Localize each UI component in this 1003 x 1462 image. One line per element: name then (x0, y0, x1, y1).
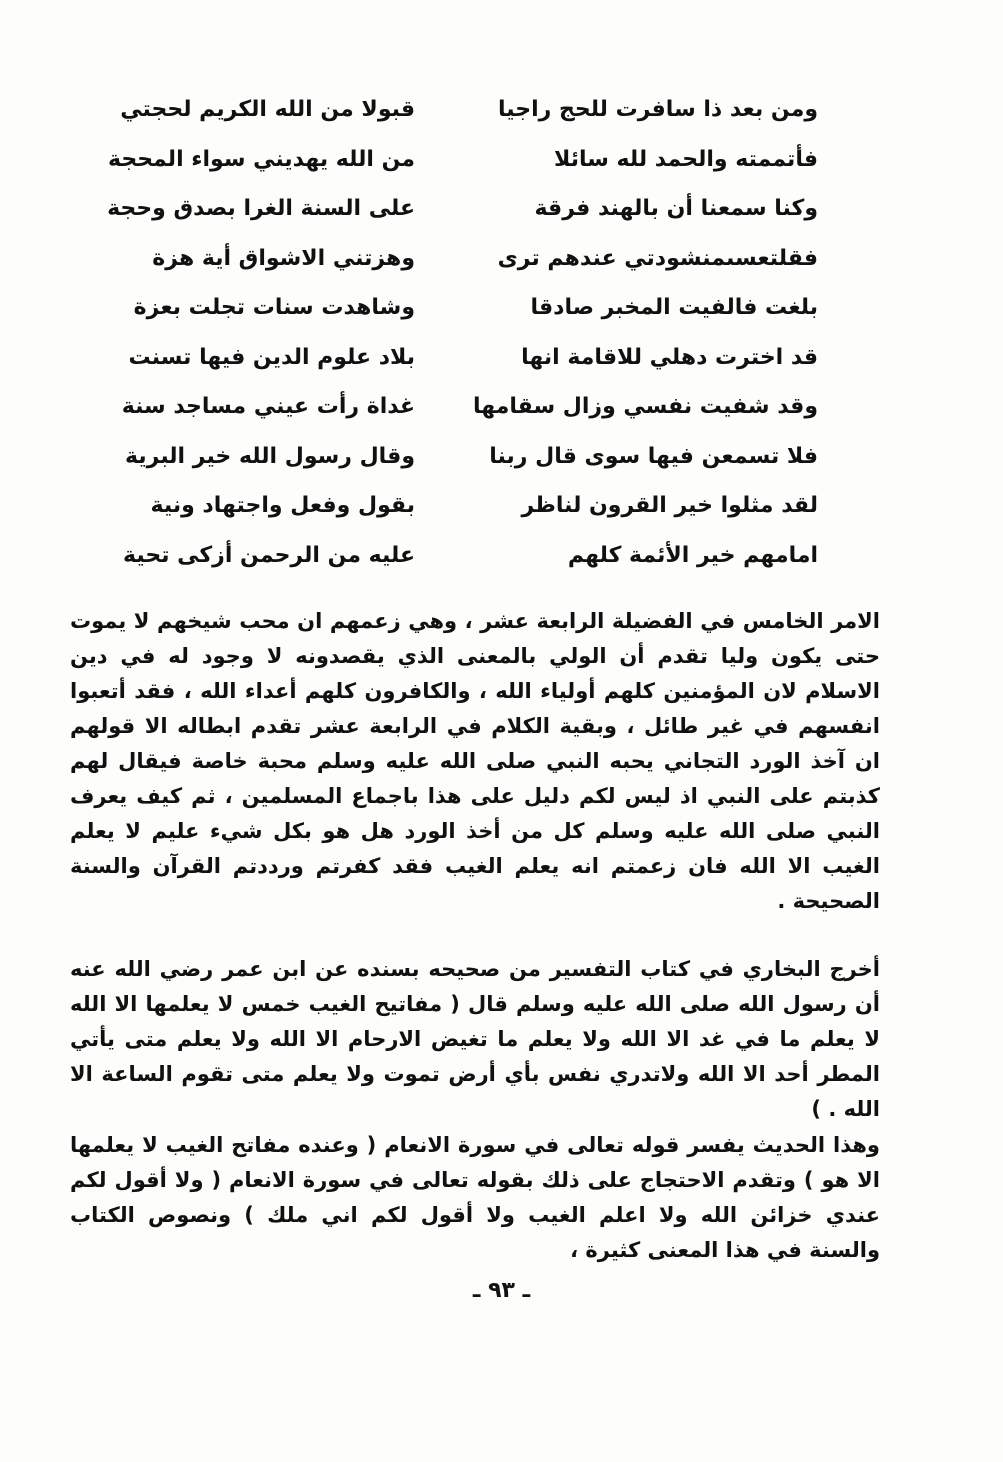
poem-verse (110, 336, 830, 380)
poem-verse (110, 435, 830, 479)
body-paragraph: أخرج البخاري في كتاب التفسير من صحيحه بسنده عن ابن عمر رضي الله عنه أن رسول الله صلى الله عليه وسلم قال ( مفاتيح الغيب خمس لا يعلمها الا الله لا يعلم ما في غد الا الله ولا يعلم ما تغيض الارحام الا الله ولا يعلم متى يأتي المطر أحد الا الله ولاتدري نفس بأي أرض تموت ولا يعلم متى تقوم الساعة الا الله . ) (70, 957, 880, 1121)
verse-first-hemistich: لقد مثلوا خير القرون لناظر (521, 493, 818, 518)
verse-second-hemistich: بقول وفعل واجتهاد ونية (150, 493, 415, 518)
body-paragraph: الامر الخامس في الفضيلة الرابعة عشر ، وهي زعمهم ان محب شيخهم لا يموت حتى يكون وليا تقدم أن الولي بالمعنى الذي يقصدونه لا وجود له في دين الاسلام لان المؤمنين كلهم أولياء الله ، والكافرون كلهم أعداء الله ، فقد أتعبوا انفسهم في غير طائل ، وبقية الكلام في الرابعة عشر تقدم ابطاله الا قولهم ان آخذ الورد التجاني يحبه النبي صلى الله عليه وسلم محبة خاصة فيقال لهم كذبتم على النبي اذ ليس لكم دليل على هذا باجماع المسلمين ، ثم كيف يعرف النبي صلى الله عليه وسلم كل من أخذ الورد هل هو بكل شيء عليم لا يعلم الغيب الا الله فان زعمتم انه يعلم الغيب فقد كفرتم ورددتم القرآن والسنة الصحيحة . (70, 609, 880, 913)
poem-verse (110, 484, 830, 528)
poem-verse (110, 237, 830, 281)
page-number: ـ ٩٣ ـ (472, 1278, 531, 1303)
verse-first-hemistich: فقلتعسىمنشودتي عندهم ترى (497, 246, 818, 271)
poem-verse (110, 385, 830, 429)
poem-verse (110, 88, 830, 132)
verse-first-hemistich: وقد شفيت نفسي وزال سقامها (472, 394, 818, 419)
verse-second-hemistich: غداة رأت عيني مساجد سنة (121, 394, 415, 419)
verse-first-hemistich: قد اخترت دهلي للاقامة انها (521, 345, 818, 370)
poem-verse (110, 534, 830, 578)
verse-first-hemistich: بلغت فالفيت المخبر صادقا (530, 295, 818, 320)
verse-second-hemistich: على السنة الغرا بصدق وحجة (107, 196, 415, 221)
verse-first-hemistich: وكنا سمعنا أن بالهند فرقة (534, 196, 818, 221)
body-paragraph: وهذا الحديث يفسر قوله تعالى في سورة الانعام ( وعنده مفاتح الغيب لا يعلمها الا هو ) وتقدم الاحتجاج على ذلك بقوله تعالى في سورة الانعام ( ولا أقول لكم عندي خزائن الله ولا اعلم الغيب ولا أقول لكم اني ملك ) ونصوص الكتاب والسنة في هذا المعنى كثيرة ، (70, 1133, 880, 1262)
verse-first-hemistich: فأتممته والحمد لله سائلا (554, 147, 818, 172)
verse-first-hemistich: امامهم خير الأئمة كلهم (567, 543, 818, 568)
poem-block (107, 88, 830, 588)
poem-verse (110, 286, 830, 330)
verse-second-hemistich: عليه من الرحمن أزكى تحية (123, 543, 415, 568)
verse-second-hemistich: من الله يهديني سواء المحجة (108, 147, 415, 172)
verse-second-hemistich: وشاهدت سنات تجلت بعزة (133, 295, 415, 320)
verse-first-hemistich: فلا تسمعن فيها سوى قال ربنا (489, 444, 818, 469)
poem-verse (110, 138, 830, 182)
poem-verse (107, 187, 830, 231)
verse-second-hemistich: قبولا من الله الكريم لحجتي (120, 97, 415, 122)
verse-second-hemistich: وهزتني الاشواق أية هزة (152, 246, 415, 271)
verse-first-hemistich: ومن بعد ذا سافرت للحج راجيا (498, 97, 818, 122)
verse-second-hemistich: وقال رسول الله خير البرية (125, 444, 415, 469)
verse-second-hemistich: بلاد علوم الدين فيها تسنت (128, 345, 415, 370)
